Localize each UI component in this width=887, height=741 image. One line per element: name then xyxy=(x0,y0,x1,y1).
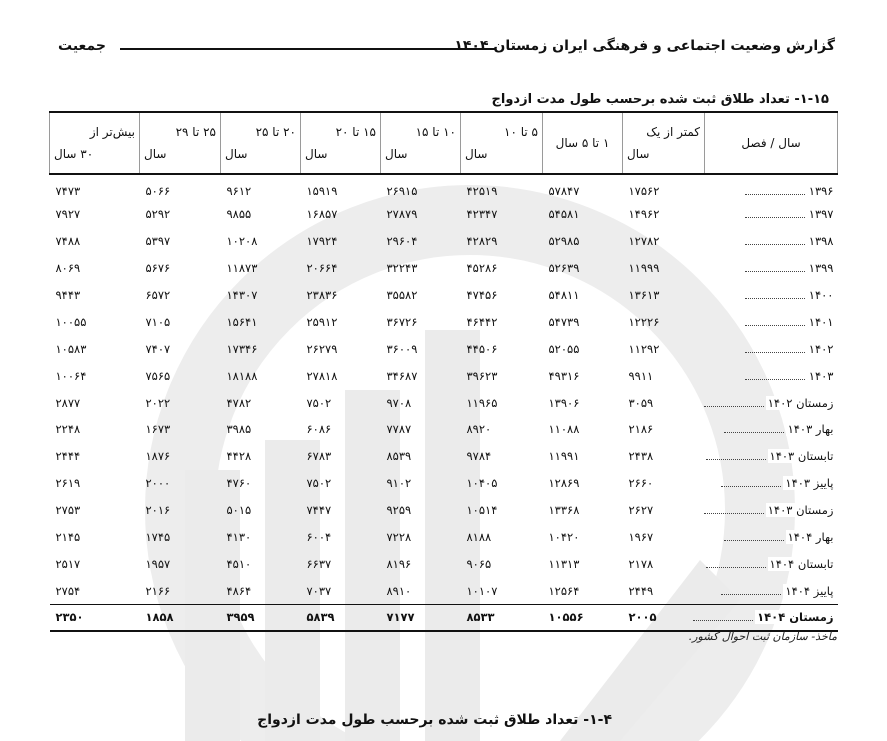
table-cell: ۵۰۶۶ xyxy=(145,183,171,198)
table-cell: ۳۶۷۲۶ xyxy=(386,314,418,329)
table-cell: ۷۱۰۵ xyxy=(145,314,171,329)
table-cell: ۳۵۵۸۲ xyxy=(386,288,418,302)
table-row xyxy=(50,524,838,551)
table-cell: ۵۷۸۴۷ xyxy=(548,183,580,198)
table-row xyxy=(50,201,838,228)
table-row xyxy=(50,335,838,362)
column-header-sublabel: سال xyxy=(225,147,248,161)
row-label: تابستان ۱۴۰۴ xyxy=(769,556,834,571)
leader-dots xyxy=(721,594,781,595)
table-cell: ۲۱۴۵ xyxy=(55,530,81,545)
table-cell: ۵۴۸۱۱ xyxy=(548,288,580,302)
row-label-cell xyxy=(705,577,838,604)
table-cell: ۶۵۷۲ xyxy=(145,288,171,302)
page-header xyxy=(58,36,835,60)
column-header-sublabel: سال xyxy=(385,147,408,161)
row-label: ۱۴۰۲ xyxy=(808,341,834,356)
table-cell: ۱۰۵۱۴ xyxy=(466,503,498,518)
column-header-sublabel: ۳۰ سال xyxy=(54,147,94,161)
table-cell: ۸۹۲۰ xyxy=(466,422,492,437)
table-cell: ۷۰۳۷ xyxy=(306,583,332,598)
table-cell: ۲۴۳۸ xyxy=(628,449,654,464)
row-label: ۱۴۰۳ xyxy=(808,368,834,383)
table-cell: ۴۴۵۰۶ xyxy=(466,341,498,356)
column-header xyxy=(381,112,461,174)
table-cell: ۲۴۴۴ xyxy=(55,449,81,464)
table-cell: ۸۵۳۳ xyxy=(466,610,495,625)
table-header-row xyxy=(50,112,838,174)
table-cell: ۴۲۳۴۷ xyxy=(466,207,498,222)
row-label: پاییز ۱۴۰۳ xyxy=(785,476,834,491)
row-label-cell xyxy=(705,308,838,335)
table-cell: ۷۵۶۵ xyxy=(145,368,171,383)
table-cell: ۱۴۹۶۲ xyxy=(628,207,660,222)
row-label-cell xyxy=(705,497,838,524)
table-cell: ۱۲۸۶۹ xyxy=(548,476,580,491)
table-cell: ۱۲۷۸۲ xyxy=(628,234,660,249)
row-label: ۱۳۹۹ xyxy=(808,261,834,276)
row-label: بهار ۱۴۰۳ xyxy=(787,422,834,437)
table-row xyxy=(50,604,838,631)
table-cell: ۲۷۸۱۸ xyxy=(306,368,338,383)
table-cell: ۲۶۲۷۹ xyxy=(306,341,338,356)
table-cell: ۵۶۷۶ xyxy=(145,261,171,276)
leader-dots xyxy=(745,271,805,272)
table-cell: ۱۰۰۶۴ xyxy=(55,368,87,383)
row-label: زمستان ۱۴۰۴ xyxy=(757,610,834,625)
table-cell: ۳۹۵۹ xyxy=(226,610,255,625)
row-label: ۱۴۰۱ xyxy=(808,314,834,329)
row-label: ۱۳۹۸ xyxy=(808,234,834,249)
table-cell: ۱۳۹۰۶ xyxy=(548,395,580,410)
table-cell: ۵۳۹۷ xyxy=(145,234,171,249)
row-label: ۱۳۹۷ xyxy=(808,207,834,222)
table-cell: ۲۶۶۰ xyxy=(628,476,654,491)
column-header xyxy=(623,112,705,174)
leader-dots xyxy=(721,486,781,487)
table-cell: ۸۱۸۸ xyxy=(466,530,492,545)
table-cell: ۱۰۰۵۵ xyxy=(55,314,87,329)
table-cell: ۱۰۵۸۳ xyxy=(55,341,87,356)
table-cell: ۴۷۴۵۶ xyxy=(466,288,498,302)
leader-dots xyxy=(745,325,805,326)
table-cell: ۸۱۹۶ xyxy=(386,556,412,571)
table-cell: ۱۱۳۱۳ xyxy=(548,556,580,571)
table-cell: ۱۷۳۴۶ xyxy=(226,341,258,356)
table-cell: ۲۶۹۱۵ xyxy=(386,183,418,198)
table-cell: ۱۵۶۴۱ xyxy=(226,314,258,329)
leader-dots xyxy=(745,244,805,245)
leader-dots xyxy=(745,194,805,195)
table-row xyxy=(50,550,838,577)
table-cell: ۱۰۴۰۵ xyxy=(466,476,498,491)
table-cell: ۱۱۹۹۹ xyxy=(628,261,660,276)
table-row xyxy=(50,443,838,470)
table-cell: ۱۸۵۸ xyxy=(145,610,174,625)
table-cell: ۲۷۵۴ xyxy=(55,583,81,598)
row-label-cell xyxy=(705,416,838,443)
table-cell: ۹۰۶۵ xyxy=(466,556,492,571)
table-cell: ۷۴۰۷ xyxy=(145,341,171,356)
table-cell: ۷۷۸۷ xyxy=(386,422,412,437)
table-cell: ۵۴۷۳۹ xyxy=(548,314,580,329)
column-header-label: بیش‌تر از xyxy=(89,125,135,139)
table-row xyxy=(50,282,838,309)
source-note: ماخذ- سازمان ثبت احوال کشور. xyxy=(688,630,837,643)
table-cell: ۴۴۲۸ xyxy=(226,449,252,464)
row-label-cell xyxy=(705,524,838,551)
table-cell: ۴۲۵۱۹ xyxy=(466,183,498,198)
table-row xyxy=(50,470,838,497)
table-cell: ۷۴۴۷ xyxy=(306,503,332,518)
table-cell: ۲۳۸۳۶ xyxy=(306,288,338,302)
table-cell: ۱۰۴۲۰ xyxy=(548,530,580,545)
table-cell: ۵۲۶۳۹ xyxy=(548,261,580,276)
table-cell: ۹۲۵۹ xyxy=(386,503,412,518)
column-header-label: کمتر از یک xyxy=(646,125,700,139)
table-cell: ۲۹۶۰۴ xyxy=(386,234,418,249)
table-cell: ۹۹۱۱ xyxy=(628,368,654,383)
table-cell: ۹۷۰۸ xyxy=(386,395,412,410)
table-cell: ۳۰۵۹ xyxy=(628,395,654,410)
row-label-cell xyxy=(705,550,838,577)
table-cell: ۳۶۰۰۹ xyxy=(386,341,418,356)
row-label: زمستان ۱۴۰۳ xyxy=(767,503,834,518)
row-label: تابستان ۱۴۰۳ xyxy=(769,449,834,464)
table-cell: ۲۶۱۹ xyxy=(55,476,81,491)
table-cell: ۱۹۵۷ xyxy=(145,556,171,571)
column-header xyxy=(461,112,543,174)
table-cell: ۱۰۲۰۸ xyxy=(226,234,258,249)
leader-dots xyxy=(745,379,805,380)
table-cell: ۱۷۵۶۲ xyxy=(628,183,660,198)
table-row xyxy=(50,228,838,255)
table-cell: ۷۲۲۸ xyxy=(386,530,412,545)
table-cell: ۶۶۳۷ xyxy=(306,556,332,571)
table-cell: ۷۴۷۳ xyxy=(55,183,81,198)
table-cell: ۱۳۶۱۳ xyxy=(628,288,660,302)
table-cell: ۲۰۱۶ xyxy=(145,503,171,518)
table-row xyxy=(50,416,838,443)
table-cell: ۱۷۴۵ xyxy=(145,530,171,545)
report-title: گزارش وضعیت اجتماعی و فرهنگی ایران زمستان ۱۴۰۴ xyxy=(454,38,835,54)
figure-title: ۱-۴- تعداد طلاق ثبت شده برحسب طول مدت ازدواج xyxy=(257,712,612,728)
table-cell: ۸۰۶۹ xyxy=(55,261,81,276)
table-cell: ۴۸۶۴ xyxy=(226,583,252,598)
row-label: بهار ۱۴۰۴ xyxy=(787,530,834,545)
column-header-label: ۲۵ تا ۲۹ xyxy=(175,125,216,139)
table-cell: ۴۹۳۱۶ xyxy=(548,368,580,383)
table-cell: ۴۱۳۰ xyxy=(226,530,252,545)
column-header-label: ۱۵ تا ۲۰ xyxy=(335,125,376,139)
table-cell: ۷۴۸۸ xyxy=(55,234,81,249)
column-header xyxy=(705,112,838,174)
table-cell: ۷۱۷۷ xyxy=(386,610,415,625)
column-header-label: ۵ تا ۱۰ xyxy=(504,125,538,139)
column-header-sublabel: سال xyxy=(305,147,328,161)
column-header-sublabel: سال xyxy=(144,147,167,161)
table-cell: ۲۵۹۱۲ xyxy=(306,314,338,329)
row-label-cell xyxy=(705,228,838,255)
table-cell: ۱۴۳۰۷ xyxy=(226,288,258,302)
table-cell: ۱۳۳۶۸ xyxy=(548,503,580,518)
row-label-cell xyxy=(705,174,838,201)
table-cell: ۵۰۱۵ xyxy=(226,503,252,518)
leader-dots xyxy=(724,540,784,541)
table-cell: ۲۱۷۸ xyxy=(628,556,654,571)
row-label-cell xyxy=(705,389,838,416)
row-label-cell xyxy=(705,443,838,470)
leader-dots xyxy=(724,432,784,433)
table-cell: ۲۰۰۰ xyxy=(145,476,171,491)
table-cell: ۴۷۶۰ xyxy=(226,476,252,491)
table-cell: ۲۱۶۶ xyxy=(145,583,171,598)
table-cell: ۲۰۶۶۴ xyxy=(306,261,338,276)
divorce-table xyxy=(49,111,838,632)
table-cell: ۹۱۰۲ xyxy=(386,476,412,491)
table-cell: ۵۲۹۸۵ xyxy=(548,234,580,249)
table-cell: ۱۱۸۷۳ xyxy=(226,261,258,276)
table-cell: ۱۸۱۸۸ xyxy=(226,368,258,383)
leader-dots xyxy=(745,298,805,299)
table-row xyxy=(50,255,838,282)
row-label-cell xyxy=(705,470,838,497)
table-cell: ۴۵۱۰ xyxy=(226,556,252,571)
table-cell: ۱۱۹۶۵ xyxy=(466,395,498,410)
table-cell: ۹۶۱۲ xyxy=(226,183,252,198)
row-label-cell xyxy=(705,201,838,228)
table-cell: ۲۸۷۷ xyxy=(55,395,81,410)
row-label-cell xyxy=(705,282,838,309)
table-cell: ۲۱۸۶ xyxy=(628,422,654,437)
table-row xyxy=(50,174,838,201)
table-cell: ۲۶۲۷ xyxy=(628,503,654,518)
leader-dots xyxy=(745,217,805,218)
table-row xyxy=(50,497,838,524)
row-label-cell xyxy=(705,362,838,389)
table-cell: ۴۶۴۴۲ xyxy=(466,314,498,329)
row-label-cell xyxy=(705,604,838,631)
table-cell: ۲۵۱۷ xyxy=(55,556,81,571)
table-cell: ۹۸۵۵ xyxy=(226,207,252,222)
table-cell: ۳۴۶۸۷ xyxy=(386,368,418,383)
header-rule xyxy=(120,48,495,50)
column-header xyxy=(221,112,301,174)
table-cell: ۷۹۲۷ xyxy=(55,207,81,222)
table-cell: ۱۷۹۲۴ xyxy=(306,234,338,249)
table-cell: ۱۱۹۹۱ xyxy=(548,449,580,464)
row-label: ۱۳۹۶ xyxy=(808,183,834,198)
column-header-label: سال / فصل xyxy=(741,136,801,150)
table-cell: ۲۷۸۷۹ xyxy=(386,207,418,222)
column-header xyxy=(50,112,140,174)
leader-dots xyxy=(706,567,766,568)
table-cell: ۴۵۲۸۶ xyxy=(466,261,498,276)
leader-dots xyxy=(693,620,753,621)
row-label-cell xyxy=(705,335,838,362)
leader-dots xyxy=(706,459,766,460)
table-cell: ۵۴۵۸۱ xyxy=(548,207,580,222)
table-cell: ۲۳۵۰ xyxy=(55,610,84,625)
table-row xyxy=(50,362,838,389)
table-row xyxy=(50,308,838,335)
table-cell: ۱۱۰۸۸ xyxy=(548,422,580,437)
table-cell: ۸۵۳۹ xyxy=(386,449,412,464)
table-cell: ۳۹۶۲۳ xyxy=(466,368,498,383)
table-cell: ۶۷۸۳ xyxy=(306,449,332,464)
table-cell: ۱۲۵۶۴ xyxy=(548,583,580,598)
table-body xyxy=(50,174,838,631)
table-title: ۱-۱۵- تعداد طلاق ثبت شده برحسب طول مدت ازدواج xyxy=(491,92,829,107)
column-header xyxy=(301,112,381,174)
column-header-sublabel: سال xyxy=(627,147,650,161)
table-cell: ۵۲۰۵۵ xyxy=(548,341,580,356)
column-header-label: ۱۰ تا ۱۵ xyxy=(415,125,456,139)
column-header xyxy=(140,112,221,174)
table-cell: ۱۶۷۳ xyxy=(145,422,171,437)
column-header-label: ۱ تا ۵ سال xyxy=(555,136,610,150)
row-label: زمستان ۱۴۰۲ xyxy=(767,395,834,410)
table-row xyxy=(50,389,838,416)
leader-dots xyxy=(704,406,764,407)
section-label: جمعیت xyxy=(58,38,106,54)
table-cell: ۵۲۹۲ xyxy=(145,207,171,222)
table-cell: ۳۹۸۵ xyxy=(226,422,252,437)
table-cell: ۱۲۲۲۶ xyxy=(628,314,660,329)
table-cell: ۱۹۶۷ xyxy=(628,530,654,545)
table-cell: ۸۹۱۰ xyxy=(386,583,412,598)
table-cell: ۱۰۱۰۷ xyxy=(466,583,498,598)
row-label: پاییز ۱۴۰۴ xyxy=(785,583,834,598)
table-row xyxy=(50,577,838,604)
leader-dots xyxy=(745,352,805,353)
leader-dots xyxy=(704,513,764,514)
table-cell: ۱۵۹۱۹ xyxy=(306,183,338,198)
table-cell: ۹۴۴۳ xyxy=(55,288,81,302)
column-header-sublabel: سال xyxy=(465,147,488,161)
table-cell: ۲۲۴۸ xyxy=(55,422,81,437)
table-cell: ۲۷۵۳ xyxy=(55,503,81,518)
table-cell: ۱۶۸۵۷ xyxy=(306,207,338,222)
column-header-label: ۲۰ تا ۲۵ xyxy=(255,125,296,139)
table-cell: ۴۷۸۲ xyxy=(226,395,252,410)
table-cell: ۶۰۰۴ xyxy=(306,530,332,545)
table-cell: ۷۵۰۲ xyxy=(306,395,332,410)
table-cell: ۴۲۸۲۹ xyxy=(466,234,498,249)
column-header xyxy=(543,112,623,174)
table-cell: ۱۱۲۹۲ xyxy=(628,341,660,356)
row-label: ۱۴۰۰ xyxy=(808,288,834,302)
table-cell: ۱۰۵۵۶ xyxy=(548,610,584,625)
table-cell: ۲۴۴۹ xyxy=(628,583,654,598)
table-cell: ۹۷۸۴ xyxy=(466,449,492,464)
table-cell: ۶۰۸۶ xyxy=(306,422,332,437)
table-cell: ۲۰۲۲ xyxy=(145,395,171,410)
table-cell: ۱۸۷۶ xyxy=(145,449,171,464)
row-label-cell xyxy=(705,255,838,282)
table-cell: ۵۸۳۹ xyxy=(306,610,335,625)
table-cell: ۷۵۰۲ xyxy=(306,476,332,491)
table-cell: ۲۰۰۵ xyxy=(628,610,657,625)
table-cell: ۳۲۲۴۳ xyxy=(386,261,418,276)
